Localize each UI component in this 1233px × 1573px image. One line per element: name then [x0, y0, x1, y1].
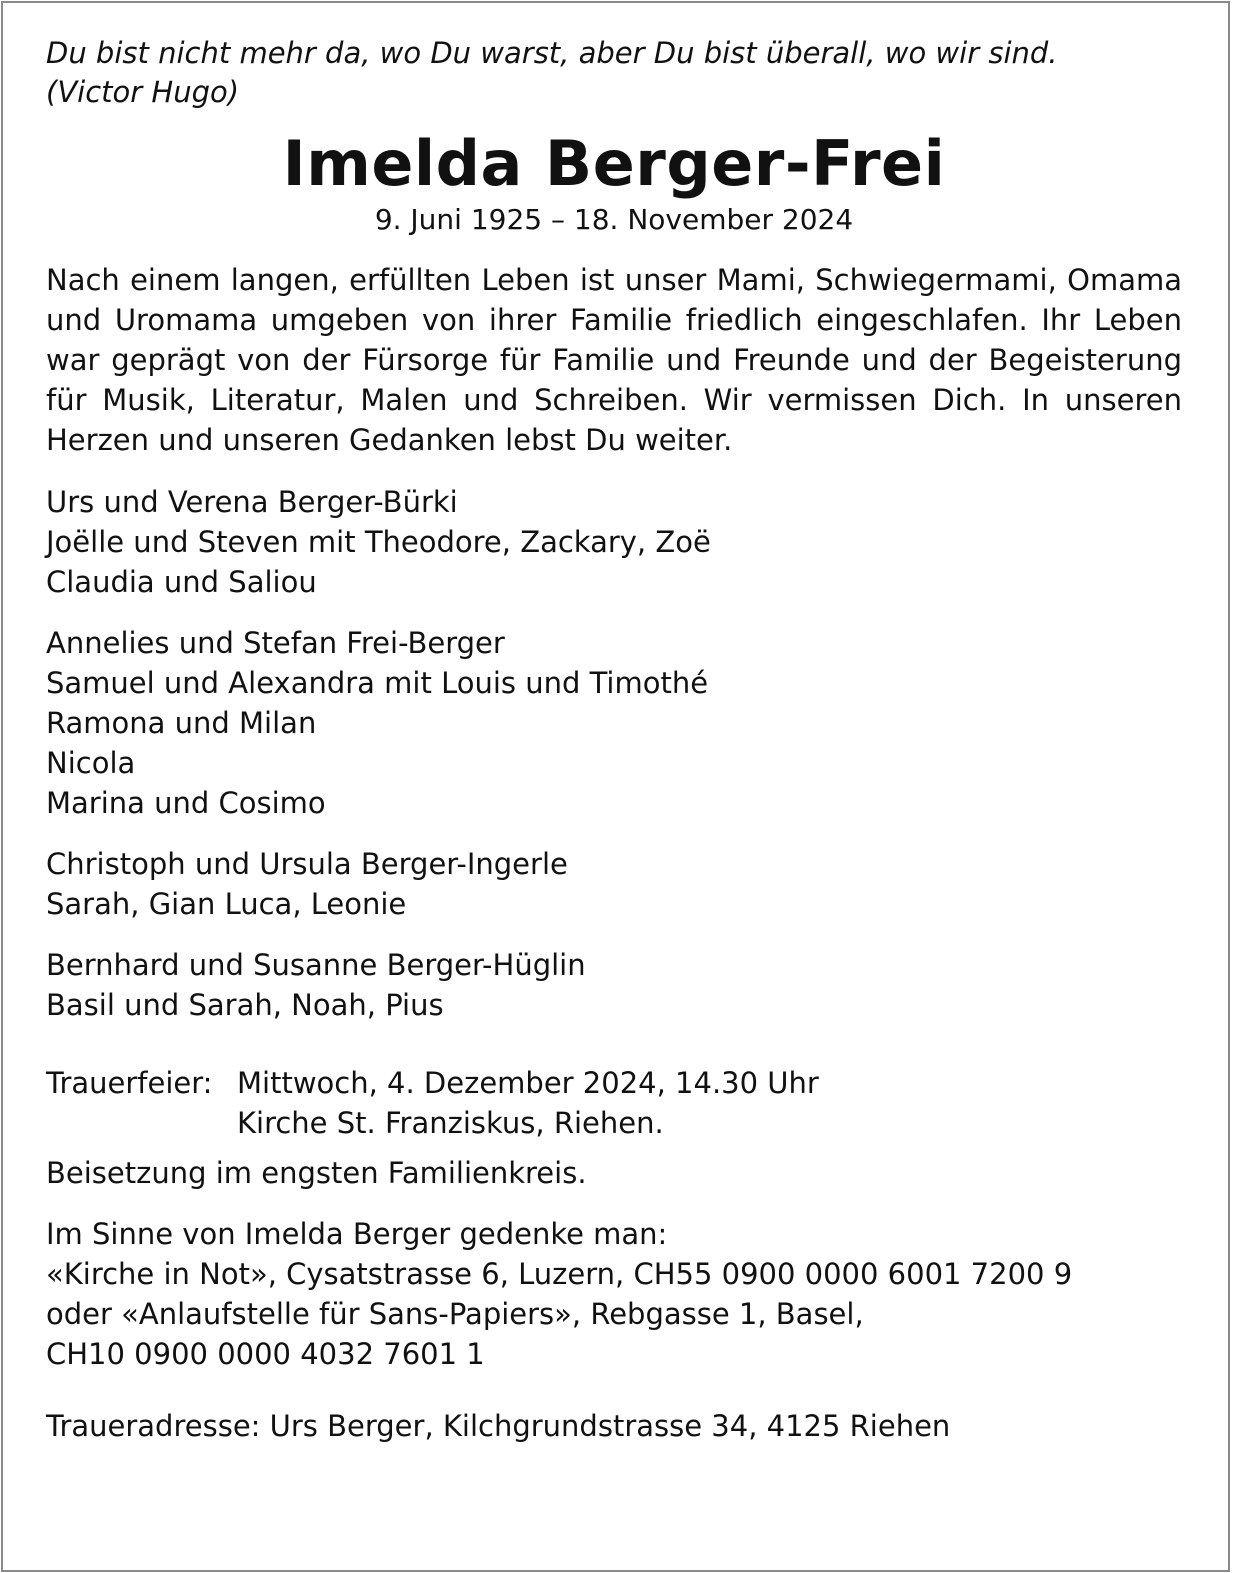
- funeral-service: [46, 1063, 1182, 1143]
- funeral-service-datetime: Mittwoch, 4. Dezember 2024, 14.30 Uhr: [237, 1066, 819, 1100]
- donation-line: «Kirche in Not», Cysatstrasse 6, Luzern, CH55 0900 0000 6001 7200 9: [46, 1257, 1073, 1291]
- family-line: Christoph und Ursula Berger-Ingerle: [46, 847, 568, 881]
- family-line: Annelies und Stefan Frei-Berger: [46, 626, 505, 660]
- family-group-annelies: [46, 623, 1182, 823]
- life-dates: 9. Juni 1925 – 18. November 2024: [374, 203, 854, 236]
- family-line: Urs und Verena Berger-Bürki: [46, 485, 458, 519]
- funeral-service-details: [237, 1063, 819, 1143]
- family-list: [46, 482, 1182, 1025]
- funeral-service-location: Kirche St. Franziskus, Riehen.: [237, 1106, 664, 1140]
- family-line: Sarah, Gian Luca, Leonie: [46, 887, 407, 921]
- family-line: Marina und Cosimo: [46, 786, 326, 820]
- family-group-urs: [46, 482, 1182, 602]
- funeral-service-row: [46, 1063, 1182, 1143]
- obituary-notice: [46, 34, 1182, 1446]
- donation-intro: Im Sinne von Imelda Berger gedenke man:: [46, 1217, 668, 1251]
- family-group-christoph: [46, 844, 1182, 924]
- funeral-service-label: Trauerfeier:: [46, 1066, 213, 1100]
- family-line: Ramona und Milan: [46, 706, 317, 740]
- quote: [46, 34, 1182, 112]
- obituary-message: Nach einem langen, erfüllten Leben ist unser Mami, Schwiegermami, Omama und Uromama umgeben von ihrer Familie friedlich eingeschlafen. Ihr Leben war geprägt von der Fürsorge für Familie und Freunde und der Begeisterung für Musik, Literatur, Malen und Schreiben. Wir vermissen Dich. In unseren Herzen und unseren Gedanken lebst Du weiter.: [46, 263, 1182, 457]
- burial-note: Beisetzung im engsten Familienkreis.: [46, 1156, 587, 1190]
- donation-line: oder «Anlaufstelle für Sans-Papiers», Rebgasse 1, Basel,: [46, 1297, 864, 1331]
- mourning-address: Traueradresse: Urs Berger, Kilchgrundstrasse 34, 4125 Riehen: [46, 1409, 951, 1443]
- family-line: Joëlle und Steven mit Theodore, Zackary, Zoë: [46, 525, 711, 559]
- family-group-bernhard: [46, 945, 1182, 1025]
- family-line: Bernhard und Susanne Berger-Hüglin: [46, 948, 586, 982]
- deceased-name: Imelda Berger-Frei: [282, 127, 946, 200]
- quote-text: Du bist nicht mehr da, wo Du warst, aber Du bist überall, wo wir sind.: [46, 36, 1058, 70]
- family-line: Claudia und Saliou: [46, 565, 317, 599]
- family-line: Basil und Sarah, Noah, Pius: [46, 988, 444, 1022]
- family-line: Samuel und Alexandra mit Louis und Timothé: [46, 666, 709, 700]
- donation-line: CH10 0900 0000 4032 7601 1: [46, 1337, 485, 1371]
- donation-info: [46, 1214, 1182, 1374]
- family-line: Nicola: [46, 746, 136, 780]
- quote-author: (Victor Hugo): [46, 75, 240, 109]
